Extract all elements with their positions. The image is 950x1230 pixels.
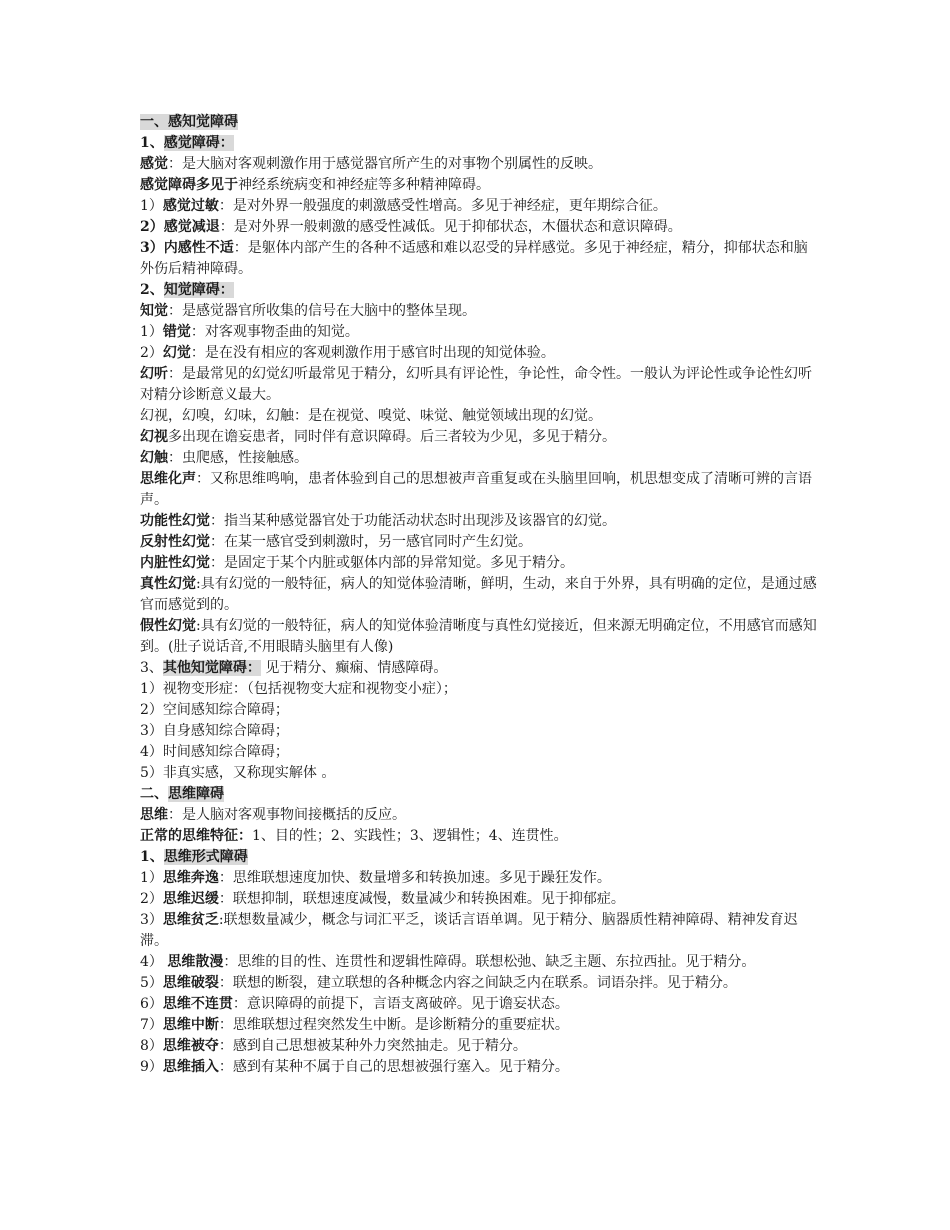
highlighted-section-title: 其他知觉障碍：: [162, 660, 261, 676]
list-item: 5）思维破裂：联想的断裂，建立联想的各种概念内容之间缺乏内在联系。词语杂拌。见于精分。: [140, 975, 737, 991]
list-item: 4） 思维散漫：思维的目的性、连贯性和逻辑性障碍。联想松弛、缺乏主题、东拉西扯。见于精分。: [140, 954, 756, 970]
list-item: 1）思维奔逸：思维联想速度加快、数量增多和转换加速。多见于躁狂发作。: [140, 870, 611, 886]
section-perception-disorders: 2、知觉障碍：: [140, 282, 234, 298]
heading-perception-disorders: [140, 112, 818, 133]
item-internal-discomfort: 3）内感性不适：是躯体内部产生的各种不适感和难以忍受的异样感觉。多见于神经症，精分，抑郁状态和脑外伤后精神障碍。: [140, 240, 808, 277]
list-item: 7）思维中断：思维联想过程突然发生中断。是诊断精分的重要症状。: [140, 1017, 569, 1033]
definition-perception: 知觉：是感觉器官所收集的信号在大脑中的整体呈现。: [140, 303, 476, 319]
thought-echo: 思维化声：又称思维鸣响，患者体验到自己的思想被声音重复或在头脑里回响，机思想变成了清晰可辨的言语声。: [140, 471, 812, 508]
list-item: 1）视物变形症：（包括视物变大症和视物变小症）；: [140, 681, 457, 697]
highlighted-heading: 思维障碍: [168, 786, 224, 802]
list-item: 9）思维插入：感到有某种不属于自己的思想被强行塞入。见于精分。: [140, 1059, 569, 1075]
list-item: 8）思维被夺：感到自己思想被某种外力突然抽走。见于精分。: [140, 1038, 527, 1054]
list-item: 6）思维不连贯：意识障碍的前提下，言语支离破碎。见于谵妄状态。: [140, 996, 569, 1012]
highlighted-section-title: 知觉障碍：: [163, 282, 234, 298]
item-hypoesthesia: 2）感觉减退：是对外界一般刺激的感受性减低。见于抑郁状态，木僵状态和意识障碍。: [140, 219, 682, 235]
auditory-hallucination: 幻听：是最常见的幻觉幻听最常见于精分，幻听具有评论性，争论性，命令性。一般认为评论性或争论性幻听对精分诊断意义最大。: [140, 366, 812, 403]
list-item: 3）思维贫乏:联想数量减少，概念与词汇平乏，谈话言语单调。见于精分、脑器质性精神障碍、精神发育迟滞。: [140, 912, 798, 949]
highlighted-heading: 一、感知觉障碍: [140, 114, 238, 130]
pseudo-hallucination: 假性幻觉:具有幻觉的一般特征，病人的知觉体验清晰度与真性幻觉接近，但来源无明确定位，不用感官而感知到。(肚子说话音,不用眼睛头脑里有人像): [140, 618, 817, 655]
highlighted-section-title: 思维形式障碍: [163, 849, 248, 865]
section-other-perception-disorders: 3、其他知觉障碍： 见于精分、癫痫、情感障碍。: [140, 660, 448, 676]
tactile-hallucination: 幻触：虫爬感，性接触感。: [140, 450, 308, 466]
heading-thinking-disorders: 二、思维障碍: [140, 786, 224, 802]
normal-thinking-features: 正常的思维特征：1、目的性；2、实践性；3、逻辑性；4、连贯性。: [140, 828, 568, 844]
functional-hallucination: 功能性幻觉：指当某种感觉器官处于功能活动状态时出现涉及该器官的幻觉。: [140, 513, 616, 529]
document-page: [140, 112, 818, 1078]
section-sensation-disorders: 1、感觉障碍：: [140, 135, 234, 151]
definition-sensation: 感觉：是大脑对客观刺激作用于感觉器官所产生的对事物个别属性的反映。: [140, 156, 602, 172]
definition-thinking: 思维：是人脑对客观事物间接概括的反应。: [140, 807, 406, 823]
list-item: 3）自身感知综合障碍；: [140, 723, 289, 739]
list-item: 4）时间感知综合障碍；: [140, 744, 289, 760]
sensation-disorders-seen-in: 感觉障碍多见于神经系统病变和神经症等多种精神障碍。: [140, 177, 490, 193]
list-item: 2）思维迟缓：联想抑制，联想速度减慢，数量减少和转换困难。见于抑郁症。: [140, 891, 625, 907]
reflex-hallucination: 反射性幻觉：在某一感官受到刺激时，另一感官同时产生幻觉。: [140, 534, 532, 550]
other-hallucinations: 幻视，幻嗅，幻味，幻触：是在视觉、嗅觉、味觉、触觉领域出现的幻觉。: [140, 408, 602, 424]
item-hyperesthesia: 1）感觉过敏：是对外界一般强度的刺激感受性增高。多见于神经症，更年期综合征。: [140, 198, 667, 214]
true-hallucination: 真性幻觉:具有幻觉的一般特征，病人的知觉体验清晰，鲜明，生动，来自于外界，具有明确的定位，是通过感官而感觉到的。: [140, 576, 817, 613]
list-item: 2）空间感知综合障碍；: [140, 702, 289, 718]
list-item: 5）非真实感，又称现实解体 。: [140, 765, 336, 781]
item-illusion: 1）错觉：对客观事物歪曲的知觉。: [140, 324, 359, 340]
visual-hallucination: 幻视多出现在谵妄患者，同时伴有意识障碍。后三者较为少见，多见于精分。: [140, 429, 616, 445]
highlighted-section-title: 感觉障碍：: [163, 135, 234, 151]
section-thought-form-disorders: 1、思维形式障碍: [140, 849, 248, 865]
visceral-hallucination: 内脏性幻觉：是固定于某个内脏或躯体内部的异常知觉。多见于精分。: [140, 555, 574, 571]
item-hallucination: 2）幻觉：是在没有相应的客观刺激作用于感官时出现的知觉体验。: [140, 345, 555, 361]
